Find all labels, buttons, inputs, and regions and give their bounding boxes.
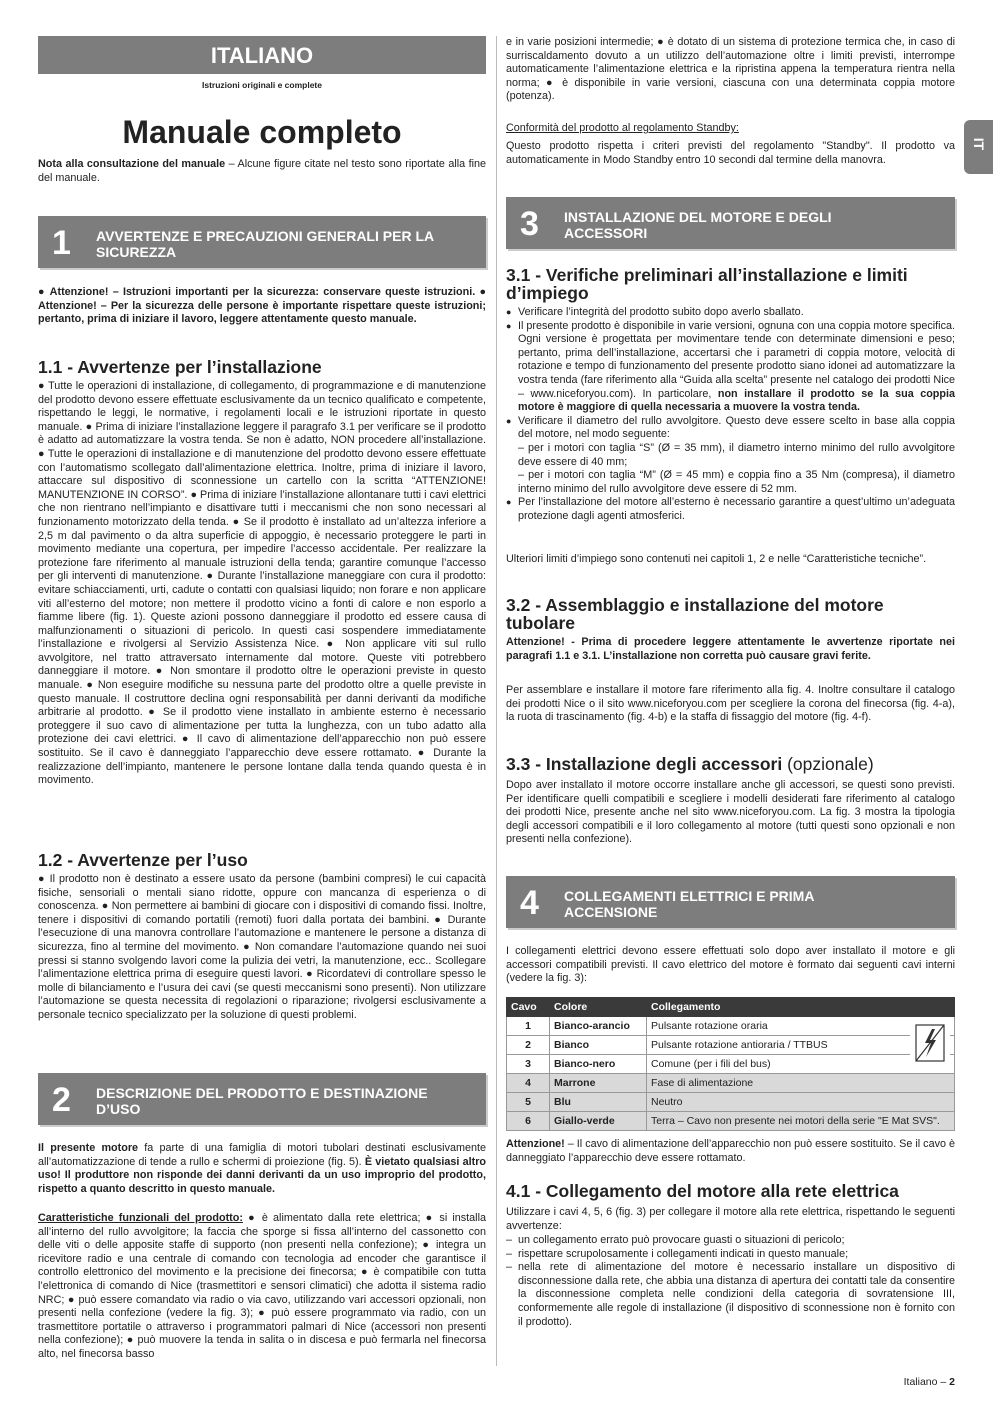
page-footer	[904, 1376, 955, 1388]
cell-connection: Comune (per i fili del bus)	[647, 1055, 955, 1074]
warning-text: – Il cavo di alimentazione dell’apparecchio non può essere sostituito. Se il cavo è danneggiato l’apparecchio deve essere rottamato.	[506, 1138, 955, 1164]
standby-label: Conformità del prodotto al regolamento Standby:	[506, 122, 739, 134]
manual-note	[38, 158, 486, 185]
text-2-continued: e in varie posizioni intermedie; ● è dotato di un sistema di protezione termica che, in caso di surriscaldamento dovuto a un utilizzo dell’automazione oltre i limiti previsti, interrompe automaticamente l’alimentazione elettrica e la ripristina appena la temperatura rientra nella norma; ● è disponibile in varie versioni, ciascuna con una determinata coppia motore (potenza).	[506, 36, 955, 103]
text-3-2: Per assemblare e installare il motore fare riferimento alla fig. 4. Inoltre consultare il catalogo dei prodotti Nice o il sito www.niceforyou.com per scegliere la corona del finecorsa (fig. 4-a), la ruota di trascinamento (fig. 4-b) e la staffa di fissaggio del motore (fig. 4-f).	[506, 684, 955, 724]
table-row	[507, 1017, 955, 1036]
item-size-m: – per i motori con taglia “M” (Ø = 45 mm) e coppia fino a 35 Nm (compresa), il diametro interno minimo del rullo avvolgitore deve essere di 52 mm.	[518, 469, 955, 495]
cell-connection: Pulsante rotazione oraria	[647, 1017, 955, 1036]
heading-1-1: 1.1 - Avvertenze per l’installazione	[38, 357, 322, 377]
language-side-tab	[964, 120, 993, 174]
features-label: Caratteristiche funzionali del prodotto:	[38, 1212, 243, 1224]
warning-label: Attenzione!	[506, 636, 565, 648]
cell-number: 3	[507, 1055, 550, 1074]
section-title: DESCRIZIONE DEL PRODOTTO E DESTINAZIONE D’USO	[96, 1085, 428, 1117]
cell-number: 2	[507, 1036, 550, 1055]
text-1-2: ● Il prodotto non è destinato a essere usato da persone (bambini compresi) le cui capacità fisiche, sensoriali o mentali siano ridotte, oppure con mancanza di esperienza o di conoscenza. ● Non permettere ai bambini di giocare con i dispositivi di comando fissi. Inoltre, tenere i dispositivi di comando portatili (remoti) fuori dalla portata dei bambini. ● Durante l’esecuzione di una manovra controllare l’automazione e mantenere le persone a distanza di sicurezza, fino al termine del movimento. ● Non comandare l’automazione quando nei suoi pressi si stanno svolgendo lavori come la pulizia dei vetri, la manutenzione, ecc.. Scollegare l’alimentazione elettrica prima di eseguire questi lavori. ● Ricordatevi di controllare spesso le molle di bilanciamento e l’usura dei cavi (se questi meccanismi sono presenti). Non utilizzare l’automazione se questa necessita di regolazioni o riparazione; rivolgersi esclusivamente a personale tecnico specializzato per la soluzione di questi problemi.	[38, 873, 486, 1021]
cell-number: 5	[507, 1093, 550, 1112]
header-cavo: Cavo	[507, 998, 550, 1017]
item-text: Il presente prodotto è disponibile in varie versioni, ognuna con una coppia motore specifica. Ogni versione è progettata per movimentare tende con determinate dimensioni e peso; pertanto, prima dell’installazione, accertarsi che i parametri di coppia motore, velocità di rotazione e tempo di funzionamento del presente prodotto siano idonei ad automatizzare la vostra tenda (fare riferimento alla “Guida alla scelta” presente nel catalogo dei prodotti Nice – www.niceforyou.com). In particolare,	[518, 319, 955, 400]
section-2-header	[38, 1073, 486, 1125]
warning-label: Attenzione!	[506, 1138, 565, 1150]
heading-3-1: 3.1 - Verifiche preliminari all’installazione e limiti d’impiego	[506, 265, 908, 303]
list-3-1	[506, 306, 955, 524]
section-title: INSTALLAZIONE DEL MOTORE E DEGLI ACCESSORI	[564, 209, 832, 241]
section-1-header	[38, 216, 486, 268]
cell-color: Marrone	[550, 1074, 647, 1093]
cell-number: 1	[507, 1017, 550, 1036]
table-row	[507, 1093, 955, 1112]
text-1-1: ● Tutte le operazioni di installazione, di collegamento, di programmazione e di manutenzione del prodotto devono essere effettuate esclusivamente da un tecnico qualificato e competente, rispettando le leggi, le normative, i regolamenti locali e le istruzioni riportate in questo manuale. ● Prima di iniziare l’installazione leggere il paragrafo 3.1 per verificare se il prodotto è adatto ad automatizzare la vostra tenda. Se non è adatto, NON procedere all’installazione. ● Tutte le operazioni di installazione e di manutenzione del prodotto devono essere effettuate con l’automatismo scollegato dall’alimentazione elettrica. Inoltre, prima di iniziare il lavoro, attaccare sul dispositivo di sconnessione un cartello con la scritta “ATTENZIONE! MANUTENZIONE IN CORSO”. ● Prima di iniziare l’installazione allontanare tutti i cavi elettrici che non rientrano nell’impianto e disattivare tutti i meccanismi che non sono necessari al funzionamento motorizzato della tenda. ● Se il prodotto è installato ad un’altezza inferiore a 2,5 m dal pavimento o da altra superficie di appoggio, è necessario proteggere le parti in movimento mediante una copertura, per impedire l’accesso accidentale. Per realizzare la protezione fare riferimento al manuale istruzioni della tenda; garantire comunque l’accesso per gli interventi di manutenzione. ● Durante l’installazione maneggiare con cura il prodotto: evitare schiacciamenti, urti, cadute o contatti con qualsiasi liquido; non forare e non applicare viti all’esterno del motore; non mettere il prodotto vicino a fonti di calore e non esporlo a fiamme libere (fig. 1). Queste azioni possono danneggiare il prodotto ed essere causa di malfunzionamenti o situazioni di pericolo. In questi casi sospendere immediatamente l’installazione e rivolgersi al Servizio Assistenza Nice. ● Non applicare viti sul rullo avvolgitore, nel tratto attraversato internamente dal motore. Queste viti potrebbero danneggiare il motore. ● Non smontare il prodotto oltre le operazioni previste in questo manuale. ● Non eseguire modifiche su nessuna parte del prodotto oltre a quelle previste in questo manuale. Il costruttore declina ogni responsabilità per danni derivanti da modifiche arbitrarie al prodotto. ● Se il prodotto viene installato in ambiente esterno è necessario proteggere il suo cavo di alimentazione per tutta la lunghezza, con un tubo adatto alla protezione dei cavi elettrici. ● Il cavo di alimentazione dell’apparecchio non può essere sostituito. Se il cavo è danneggiato l’apparecchio deve essere rottamato. ● Durante la realizzazione dell’impianto, mantenere le persone lontane dalla tenda quando questa è in movimento.	[38, 380, 486, 787]
heading-optional: (opzionale)	[782, 754, 874, 774]
cell-connection: Terra – Cavo non presente nei motori della serie "E Mat SVS".	[647, 1112, 955, 1131]
cell-color: Bianco-arancio	[550, 1017, 647, 1036]
header-colore: Colore	[550, 998, 647, 1017]
warning-text: - Prima di procedere leggere attentamente le avvertenze riportate nei paragrafi 1.1 e 3.1. L’installazione non corretta può causare gravi ferite.	[506, 636, 955, 662]
cell-number: 6	[507, 1112, 550, 1131]
heading-3-2: 3.2 - Assemblaggio e installazione del motore tubolare	[506, 595, 884, 633]
cell-connection: Pulsante rotazione antioraria / TTBUS	[647, 1036, 955, 1055]
section-number: 3	[520, 205, 539, 243]
heading-text: 3.3 - Installazione degli accessori	[506, 754, 783, 774]
features-text: ● è alimentato dalla rete elettrica; ● si installa all’interno del rullo avvolgitore; la faccia che sporge si fissa all’interno del cassonetto con delle viti o delle apposite staffe di supporto (non presenti nella confezione); ● integra un ricevitore radio e una centrale di comando con tecnologia ad encoder che garantisce il controllo elettronico del movimento e la precisione dei finecorsa; ● è compatibile con tutta l’elettronica di comando di Nice (trasmettitori e sensori climatici) che adotta il sistema radio NRC; ● può essere comandato via radio o via cavo, utilizzando vari accessori opzionali, non presenti nella confezione (vedere la fig. 3); ● può essere programmato via radio, con un trasmettitore portatile o attraverso i programmatori palmari di Nice (accessori non presenti nella confezione); ● può muovere la tenda in salita o in discesa e può fermarla nel finecorsa alto, nel finecorsa basso	[38, 1212, 486, 1360]
item-text: Verificare il diametro del rullo avvolgitore. Questo deve essere scelto in base alla coppia del motore, nel modo seguente:	[518, 414, 955, 441]
heading-3-3	[506, 755, 874, 773]
warning-3-2	[506, 636, 955, 663]
list-item	[506, 320, 955, 415]
standby-text: Questo prodotto rispetta i criteri previsti del regolamento "Standby". Il prodotto va automaticamente in Modo Standby entro 10 secondi dal termine della manovra.	[506, 140, 955, 166]
intro-text: fa parte di una famiglia di motori tubolari destinati esclusivamente all’automatizzazione di tende a rullo e schermi di proiezione (fig. 5).	[38, 1142, 486, 1168]
section-number: 1	[52, 224, 71, 262]
note-bold: Nota alla consultazione del manuale	[38, 158, 226, 170]
list-item	[506, 415, 955, 497]
item-size-s: – per i motori con taglia “S” (Ø = 35 mm), il diametro interno minimo del rullo avvolgitore deve essere di 40 mm;	[518, 441, 955, 468]
footer-label: Italiano –	[903, 1376, 950, 1388]
cable-table	[506, 997, 955, 1131]
section-3-header	[506, 197, 955, 249]
table-row	[507, 1036, 955, 1055]
header-subtitle: Istruzioni originali e complete	[202, 80, 322, 90]
side-tab-label: IT	[971, 137, 987, 151]
cell-number: 4	[507, 1074, 550, 1093]
cell-color: Giallo-verde	[550, 1112, 647, 1131]
section-title: AVVERTENZE E PRECAUZIONI GENERALI PER LA SICUREZZA	[96, 228, 434, 260]
cell-color: Bianco	[550, 1036, 647, 1055]
cell-color: Blu	[550, 1093, 647, 1112]
list-4-1	[506, 1234, 955, 1329]
text-3-1-end: Ulteriori limiti d’impiego sono contenuti nei capitoli 1, 2 e nelle “Caratteristiche tecniche”.	[506, 553, 927, 565]
table-row	[507, 1112, 955, 1131]
language-header: ITALIANO	[38, 36, 486, 74]
page-title: Manuale completo	[122, 114, 402, 150]
column-divider	[496, 36, 497, 1366]
electrical-hazard-icon	[910, 1021, 950, 1065]
section-4-header	[506, 876, 955, 928]
heading-4-1: 4.1 - Collegamento del motore alla rete elettrica	[506, 1181, 899, 1201]
list-item: ● Verificare l’integrità del prodotto subito dopo averlo sballato.	[506, 306, 955, 320]
intro-bold: Il presente motore	[38, 1142, 139, 1154]
page-number: 2	[949, 1376, 955, 1388]
cell-connection: Fase di alimentazione	[647, 1074, 955, 1093]
table-row	[507, 1055, 955, 1074]
list-item: – rispettare scrupolosamente i collegamenti indicati in questo manuale;	[506, 1248, 955, 1262]
warning-4	[506, 1138, 955, 1165]
section-number: 2	[52, 1081, 71, 1119]
list-item: ● Per l’installazione del motore all’esterno è necessario garantire a quest’ultimo un’adeguata protezione dagli agenti atmosferici.	[506, 496, 955, 523]
section-number: 4	[520, 884, 539, 922]
text-3-3: Dopo aver installato il motore occorre installare anche gli accessori, se questi sono previsti. Per identificare quelli compatibili e scegliere i modelli desiderati fare riferimento al catalogo dei prodotti Nice, presente anche nel sito www.niceforyou.com. La fig. 3 mostra la tipologia degli accessori compatibili e il loro collegamento al motore (tutti questi sono opzionali e non presenti nella confezione).	[506, 779, 955, 846]
text-4-1: Utilizzare i cavi 4, 5, 6 (fig. 3) per collegare il motore alla rete elettrica, rispettando le seguenti avvertenze:	[506, 1206, 955, 1232]
list-item: – nella rete di alimentazione del motore è necessario installare un dispositivo di disconnessione dalla rete, che abbia una distanza di apertura dei contatti tale da consentire la disconnessione completa nelle condizioni della categoria di sovratensione III, conformemente alle regole di installazione (il dispositivo di sconnessione non è fornito con il prodotto).	[506, 1261, 955, 1329]
cell-color: Bianco-nero	[550, 1055, 647, 1074]
header-collegamento: Collegamento	[647, 998, 955, 1017]
text-2-intro	[38, 1142, 486, 1196]
item-warning: non installare il prodotto se la sua coppia motore è maggiore di quella necessaria a muovere la vostra tenda.	[518, 387, 955, 414]
intro-warning: È vietato qualsiasi altro uso! Il produttore non risponde dei danni derivanti da un uso improprio del prodotto, rispetto a quanto descritto in questo manuale.	[38, 1155, 487, 1195]
text-4-intro: I collegamenti elettrici devono essere effettuati solo dopo aver installato il motore e gli accessori compatibili previsti. Il cavo elettrico del motore è formato dai seguenti cavi interni (vedere la fig. 3):	[506, 945, 955, 985]
safety-intro: ● Attenzione! – Istruzioni importanti per la sicurezza: conservare queste istruzioni. ● Attenzione! – Per la sicurezza delle persone è importante rispettare queste istruzioni; pertanto, prima di iniziare il lavoro, leggere attentamente questo manuale.	[38, 286, 486, 326]
list-item: – un collegamento errato può provocare guasti o situazioni di pericolo;	[506, 1234, 955, 1248]
text-2-features	[38, 1212, 486, 1362]
note-text: – Alcune figure citate nel testo sono riportate alla fine del manuale.	[38, 158, 486, 184]
heading-1-2: 1.2 - Avvertenze per l’uso	[38, 850, 248, 870]
section-title: COLLEGAMENTI ELETTRICI E PRIMA ACCENSIONE	[564, 888, 814, 920]
table-row	[507, 1074, 955, 1093]
cell-connection: Neutro	[647, 1093, 955, 1112]
